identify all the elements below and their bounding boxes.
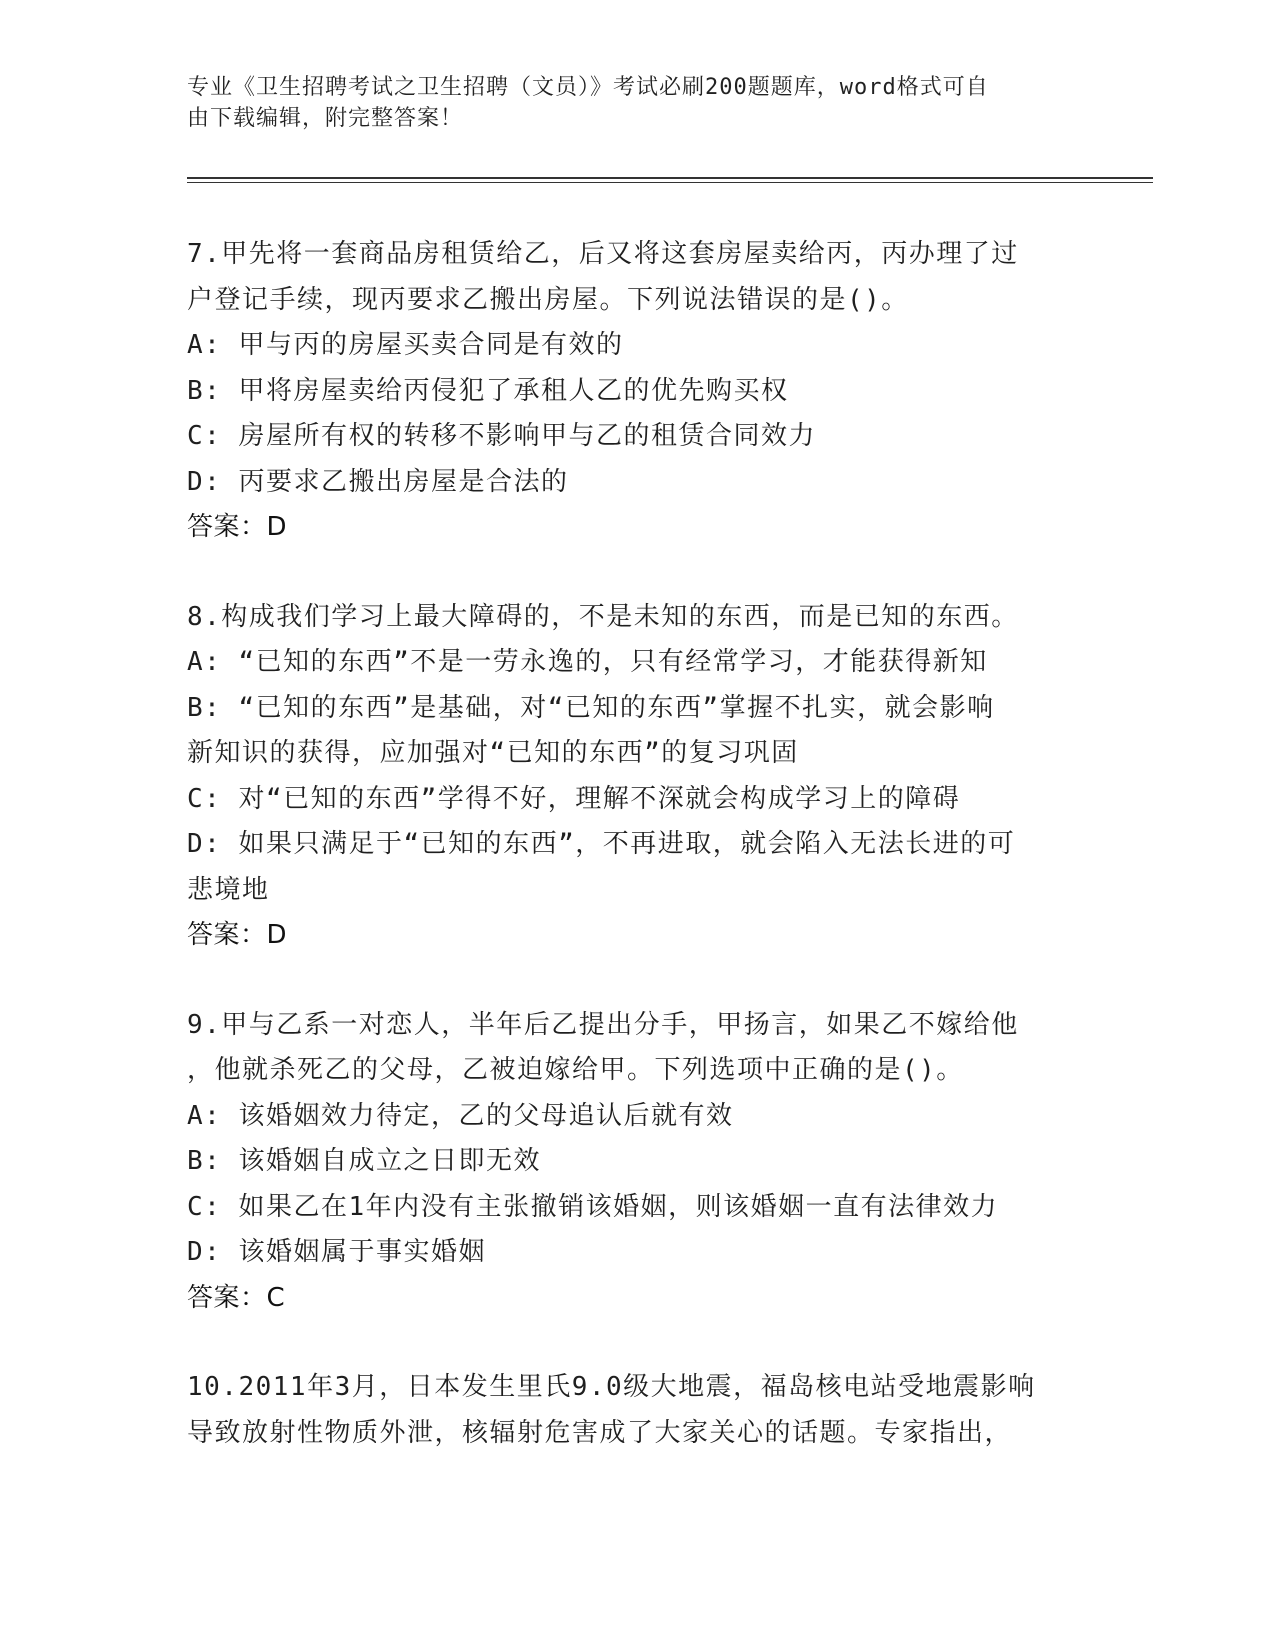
option-c: C: 如果乙在1年内没有主张撤销该婚姻，则该婚姻一直有法律效力 (187, 1191, 999, 1222)
question-9 (187, 1003, 1087, 1322)
option-b-continued: 新知识的获得，应加强对“已知的东西”的复习巩固 (187, 738, 799, 768)
question-text: 导致放射性物质外泄，核辐射危害成了大家关心的话题。专家指出， (187, 1417, 1013, 1448)
question-7 (187, 232, 1087, 551)
option-d-continued: 悲境地 (187, 874, 270, 905)
question-text: 户登记手续，现丙要求乙搬出房屋。下列说法错误的是()。 (187, 284, 909, 315)
option-b: B: 该婚姻自成立之日即无效 (187, 1146, 541, 1176)
option-c: C: 对“已知的东西”学得不好，理解不深就会构成学习上的障碍 (187, 783, 961, 814)
answer-label: 答案：D (187, 512, 288, 542)
option-d: D: 丙要求乙搬出房屋是合法的 (187, 466, 569, 497)
question-text: 9.甲与乙系一对恋人，半年后乙提出分手，甲扬言，如果乙不嫁给他 (187, 1009, 1019, 1040)
header-line-1: 专业《卫生招聘考试之卫生招聘（文员）》考试必刷200题题库，word格式可自 (187, 75, 989, 100)
answer-label: 答案：D (187, 920, 288, 950)
option-a: A: 该婚姻效力待定，乙的父母追认后就有效 (187, 1100, 734, 1131)
option-a: A: 甲与丙的房屋买卖合同是有效的 (187, 330, 624, 360)
question-text: 7.甲先将一套商品房租赁给乙，后又将这套房屋卖给丙，丙办理了过 (187, 239, 1019, 269)
question-text: ，他就杀死乙的父母，乙被迫嫁给甲。下列选项中正确的是()。 (187, 1055, 964, 1085)
question-text: 10.2011年3月，日本发生里氏9.0级大地震，福岛核电站受地震影响 (187, 1372, 1036, 1402)
question-8 (187, 595, 1087, 959)
header-divider (187, 177, 1153, 183)
document-header (187, 72, 1087, 134)
option-d: D: 如果只满足于“已知的东西”，不再进取，就会陷入无法长进的可 (187, 829, 1016, 859)
option-d: D: 该婚姻属于事实婚姻 (187, 1237, 486, 1267)
answer-label: 答案：C (187, 1282, 286, 1313)
option-b: B: 甲将房屋卖给丙侵犯了承租人乙的优先购买权 (187, 375, 789, 406)
header-line-2: 由下载编辑，附完整答案！ (187, 106, 464, 131)
option-c: C: 房屋所有权的转移不影响甲与乙的租赁合同效力 (187, 421, 816, 451)
question-text: 8.构成我们学习上最大障碍的，不是未知的东西，而是已知的东西。 (187, 601, 1019, 632)
option-b: B: “已知的东西”是基础，对“已知的东西”掌握不扎实，就会影响 (187, 692, 995, 723)
option-a: A: “已知的东西”不是一劳永逸的，只有经常学习，才能获得新知 (187, 647, 988, 677)
question-10 (187, 1365, 1087, 1456)
question-list (187, 232, 1087, 1500)
